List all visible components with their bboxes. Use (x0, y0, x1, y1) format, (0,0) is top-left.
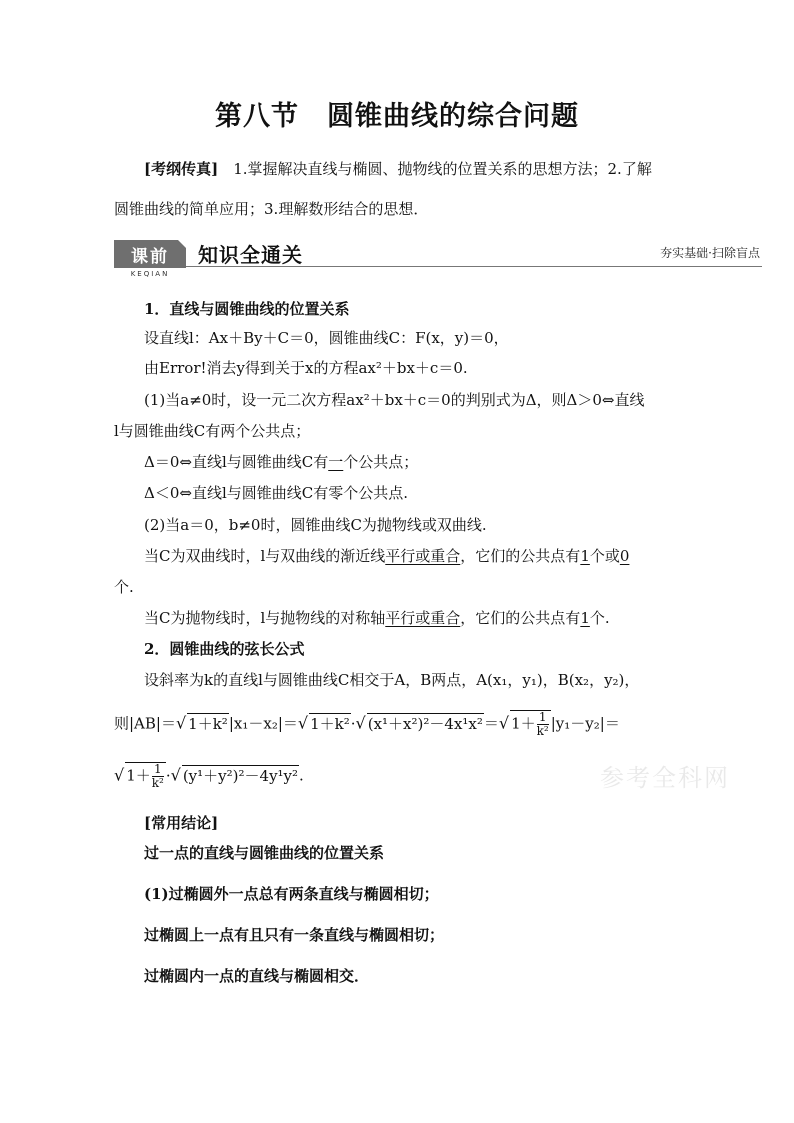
s1-p9: 个. (114, 578, 134, 596)
s1-p2: 由Error!消去y得到关于x的方程ax²＋bx＋c＝0. (144, 359, 468, 377)
s1-p10-a: 当C为抛物线时，l与抛物线的对称轴 (144, 609, 386, 627)
f2-num: 1 (152, 763, 164, 777)
s1-p5-a: Δ＝0⇔直线l与圆锥曲线C有 (144, 453, 329, 471)
f2-r: (y¹＋y²)²－4y¹y² (182, 766, 299, 785)
banner-badge: 课前 (114, 240, 186, 268)
banner-badge-sub: KEQIAN (130, 270, 170, 278)
s1-p4: l与圆锥曲线C有两个公共点； (114, 422, 311, 440)
f2-frac (152, 763, 164, 790)
f-num: 1 (537, 711, 549, 725)
s1-p6: Δ＜0⇔直线l与圆锥曲线C有零个公共点. (144, 484, 408, 502)
outline-line-2: 圆锥曲线的简单应用；3.理解数形结合的思想． (114, 200, 429, 218)
f-one: 1＋ (511, 714, 536, 733)
s1-p10-b: ，它们的公共点有 (460, 609, 581, 627)
banner-slogan: 夯实基础·扫除盲点 (660, 246, 760, 260)
s1-p8-c: 个或 (589, 547, 620, 565)
f-r2: 1＋k² (310, 714, 350, 733)
s1-p10-c: 个. (589, 609, 610, 627)
f-r1: 1＋k² (188, 714, 228, 733)
section2-heading: 2．圆锥曲线的弦长公式 (144, 640, 305, 658)
s1-p8-u2: 1 (580, 547, 590, 565)
f2-den: k² (151, 776, 164, 790)
section1-heading: 1．直线与圆锥曲线的位置关系 (144, 300, 350, 318)
watermark: 参考全科网 (600, 764, 730, 792)
f-r4 (510, 710, 551, 738)
f2-end: . (299, 766, 304, 785)
sqrt-icon: √ (170, 765, 181, 785)
sqrt-icon: √ (175, 713, 187, 733)
s1-p8-a: 当C为双曲线时，l与双曲线的渐近线 (144, 547, 386, 565)
f-start: 则|AB|＝ (114, 714, 176, 733)
s1-p8-u1: 平行或重合 (385, 547, 461, 565)
s1-p10-u2: 1 (580, 609, 590, 627)
banner-title: 知识全通关 (198, 243, 303, 267)
badge-corner-decoration (178, 240, 186, 248)
f-eq: ＝ (483, 714, 499, 733)
s1-p5 (144, 452, 418, 472)
s1-p5-underline: 一 (328, 453, 344, 471)
chord-formula-line-1 (114, 710, 620, 738)
common-c1: 过一点的直线与圆锥曲线的位置关系 (144, 844, 385, 862)
sqrt-icon: √ (114, 765, 125, 785)
sqrt-icon: √ (297, 713, 309, 733)
s1-p1: 设直线l：Ax＋By＋C＝0，圆锥曲线C：F(x，y)＝0， (144, 329, 509, 347)
f-t2: |y₁－y₂|＝ (550, 714, 620, 733)
common-c3: 过椭圆上一点有且只有一条直线与椭圆相切； (144, 926, 445, 944)
f-t1: |x₁－x₂|＝ (228, 714, 298, 733)
s1-p8-u3: 0 (619, 547, 630, 565)
common-tag: [常用结论] (144, 814, 219, 832)
f2-one: 1＋ (126, 766, 151, 785)
s1-p3: (1)当a≠0时，设一元二次方程ax²＋bx＋c＝0的判别式为Δ，则Δ＞0⇔直线 (144, 391, 645, 409)
page-title: 第八节 圆锥曲线的综合问题 (215, 101, 579, 132)
s1-p8-b: ，它们的公共点有 (460, 547, 581, 565)
outline-tag: [考纲传真] (144, 160, 219, 178)
sqrt-icon: √ (355, 713, 366, 733)
s2-p1: 设斜率为k的直线l与圆锥曲线C相交于A，B两点，A(x₁，y₁)，B(x₂，y₂)， (144, 671, 640, 689)
chord-formula-line-2 (114, 762, 304, 790)
s1-p10 (144, 608, 610, 628)
sqrt-icon: √ (498, 713, 510, 733)
s1-p10-u1: 平行或重合 (385, 609, 461, 627)
f-den: k² (536, 724, 549, 738)
s1-p7: (2)当a＝0，b≠0时，圆锥曲线C为抛物线或双曲线. (144, 516, 487, 534)
common-c2: (1)过椭圆外一点总有两条直线与椭圆相切； (144, 885, 439, 903)
s1-p8 (144, 546, 629, 566)
f-r3: (x¹＋x²)²－4x¹x² (367, 714, 483, 733)
outline-text-1: 1.掌握解决直线与椭圆、抛物线的位置关系的思想方法；2.了解 (218, 160, 652, 178)
f-frac (537, 711, 549, 738)
f2-dot: · (165, 766, 171, 785)
common-c4: 过椭圆内一点的直线与椭圆相交． (144, 967, 370, 985)
s1-p5-b: 个公共点； (343, 453, 419, 471)
f-dot: · (350, 714, 356, 733)
f2-r1 (125, 762, 166, 790)
outline-line-1 (144, 159, 652, 179)
